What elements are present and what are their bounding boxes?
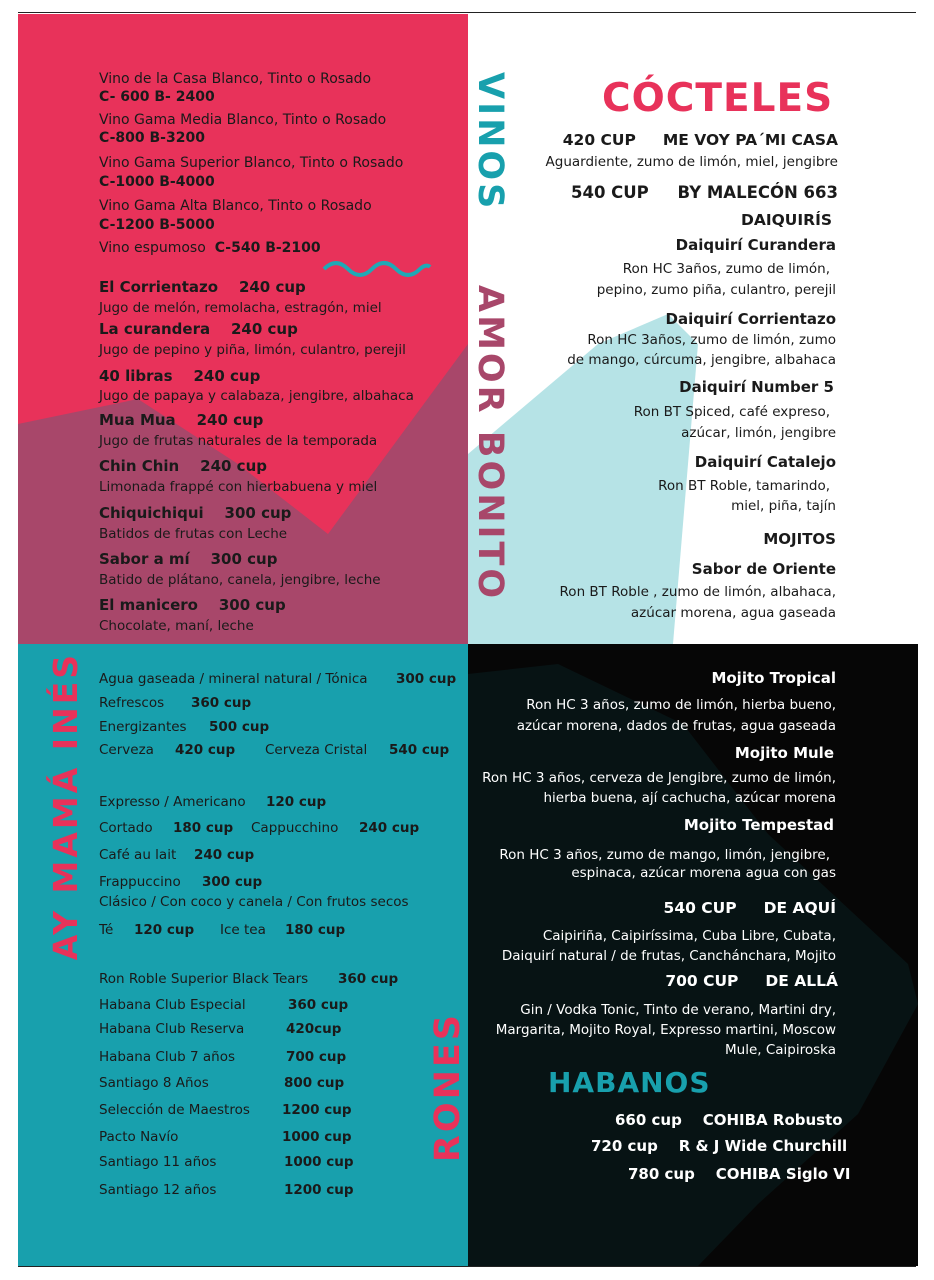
mojito-desc: azúcar morena, agua gaseada (630, 605, 836, 621)
ron-name: Selección de Maestros (99, 1102, 250, 1118)
bebida-price: 240 cup (359, 820, 420, 836)
habano-name: R & J Wide Churchill (678, 1137, 848, 1155)
drink-desc: Batidos de frutas con Leche (99, 526, 288, 542)
bebida-name: Expresso / Americano (99, 794, 246, 810)
ron-price: 1200 cup (284, 1182, 354, 1198)
drink-name: Mua Mua (99, 411, 176, 429)
daiquiri-name: Daiquirí Corrientazo (665, 310, 836, 328)
bebida-name: Cortado (99, 820, 153, 836)
ron-name: Habana Club Especial (99, 997, 246, 1013)
drink-title (99, 367, 260, 385)
mojito-desc: Ron HC 3 años, cerveza de Jengibre, zumo de limón, (482, 770, 836, 786)
daiquiri-desc: Ron HC 3años, zumo de limón, zumo (587, 332, 836, 348)
vino-name: Vino Gama Superior Blanco, Tinto o Rosado (99, 155, 404, 171)
drink-desc: Jugo de papaya y calabaza, jengibre, albahaca (99, 388, 414, 404)
coctel-price: 540 CUP (570, 183, 649, 202)
category-desc: Gin / Vodka Tonic, Tinto de verano, Martini dry, (520, 1002, 836, 1018)
ron-name: Santiago 12 años (99, 1182, 217, 1198)
bebida-price: 540 cup (389, 742, 450, 758)
category-title (665, 972, 838, 990)
category-desc: Mule, Caipiroska (724, 1042, 836, 1058)
drink-desc: Batido de plátano, canela, jengibre, leche (99, 572, 381, 588)
mojito-desc: azúcar morena, dados de frutas, agua gaseada (516, 718, 836, 734)
habanos-title: HABANOS (548, 1066, 711, 1099)
mojito-desc: hierba buena, ají cachucha, azúcar morena (543, 790, 836, 806)
daiquiri-desc: de mango, cúrcuma, jengibre, albahaca (567, 352, 836, 368)
daiquiri-desc: Ron BT Roble, tamarindo, (658, 478, 830, 494)
bebida-name: Refrescos (99, 695, 165, 711)
ron-price: 360 cup (288, 997, 349, 1013)
coctel-name: BY MALECÓN 663 (677, 183, 838, 202)
bebida-name: Cappucchino (251, 820, 339, 836)
drink-title (99, 320, 298, 338)
habano-row (615, 1111, 843, 1129)
bebida-price: 300 cup (202, 874, 263, 890)
daiquiri-desc: Ron HC 3años, zumo de limón, (622, 261, 830, 277)
habano-price: 720 cup (591, 1137, 658, 1155)
coctel-price: 420 CUP (562, 131, 636, 149)
ron-price: 800 cup (284, 1075, 345, 1091)
drink-desc: Jugo de pepino y piña, limón, culantro, perejil (99, 342, 406, 358)
bebida-name: Energizantes (99, 719, 187, 735)
category-name: DE AQUÍ (763, 899, 836, 917)
drink-name: Chin Chin (99, 457, 180, 475)
daiquiri-desc: pepino, zumo piña, culantro, perejil (596, 282, 836, 298)
drink-name: La curandera (99, 320, 211, 338)
bebida-name: Frappuccino (99, 874, 181, 890)
daiquiri-name: Daiquirí Number 5 (679, 378, 834, 396)
mojito-desc: Ron BT Roble , zumo de limón, albahaca, (559, 584, 836, 600)
daiquiri-name: Daiquirí Catalejo (694, 453, 836, 471)
category-name: DE ALLÁ (765, 972, 838, 990)
ay-mama-ines-vertical-title: AY MAMÁ INÉS (46, 652, 85, 961)
ron-price: 700 cup (286, 1049, 347, 1065)
vino-price: C-1200 B-5000 (99, 217, 215, 233)
top-border (18, 12, 916, 13)
coctel-desc: Aguardiente, zumo de limón, miel, jengibre (545, 154, 838, 170)
daiquiris-heading: DAIQUIRÍS (740, 211, 832, 229)
bebida-price: 500 cup (209, 719, 270, 735)
vino-price: C-800 B-3200 (99, 130, 205, 146)
category-desc: Caipiriña, Caipiríssima, Cuba Libre, Cubata, (542, 928, 836, 944)
category-price: 700 CUP (665, 972, 739, 990)
mojito-desc: espinaca, azúcar morena agua con gas (571, 865, 836, 881)
ron-name: Ron Roble Superior Black Tears (99, 971, 309, 987)
bebida-price: 120 cup (134, 922, 195, 938)
bebida-name: Té (99, 922, 114, 938)
rones-vertical-title: RONES (428, 1012, 468, 1163)
category-title (664, 899, 836, 917)
drink-price: 240 cup (200, 457, 267, 475)
vino-price: C- 600 B- 2400 (99, 89, 215, 105)
bebida-name: Cerveza (99, 742, 154, 758)
bebida-price: 180 cup (285, 922, 346, 938)
bebida-name: Café au lait (99, 847, 177, 863)
daiquiri-desc: miel, piña, tajín (731, 498, 836, 514)
coctel-title (563, 131, 838, 149)
bebida-name: Ice tea (220, 922, 266, 938)
mojito-name: Mojito Tempestad (683, 816, 834, 834)
bebida-price: 240 cup (194, 847, 255, 863)
daiquiri-name: Daiquirí Curandera (675, 236, 836, 254)
drink-title (99, 457, 267, 475)
drink-price: 300 cup (224, 504, 292, 522)
drink-price: 300 cup (218, 596, 286, 614)
vinos-vertical-title: VINOS (470, 72, 510, 212)
mojito-name: Sabor de Oriente (691, 560, 836, 578)
category-desc: Margarita, Mojito Royal, Expresso martini, Moscow (495, 1022, 836, 1038)
vino-name: Vino Gama Alta Blanco, Tinto o Rosado (99, 198, 372, 214)
drink-name: Chiquichiqui (99, 504, 204, 522)
habano-row (628, 1165, 850, 1183)
mojito-desc: Ron HC 3 años, zumo de limón, hierba bueno, (526, 697, 836, 713)
vino-row (99, 240, 321, 256)
drink-price: 240 cup (231, 320, 298, 338)
ron-price: 360 cup (338, 971, 399, 987)
ron-name: Habana Club Reserva (99, 1021, 245, 1037)
cocteles-title: CÓCTELES (602, 76, 834, 121)
drink-title (99, 411, 263, 429)
vino-price: C-540 B-2100 (214, 240, 321, 256)
drink-name: El Corrientazo (99, 278, 219, 296)
category-price: 540 CUP (663, 899, 737, 917)
ron-name: Pacto Navío (99, 1129, 179, 1145)
drink-price: 240 cup (196, 411, 264, 429)
vino-name: Vino de la Casa Blanco, Tinto o Rosado (99, 71, 372, 87)
drink-title (99, 278, 306, 296)
drink-desc: Jugo de melón, remolacha, estragón, miel (99, 300, 382, 316)
drink-desc: Limonada frappé con hierbabuena y miel (99, 479, 378, 495)
mojito-name: Mojito Mule (734, 744, 834, 762)
habano-name: COHIBA Siglo VI (715, 1165, 851, 1183)
ron-price: 420cup (286, 1021, 342, 1037)
ron-price: 1000 cup (282, 1129, 352, 1145)
bebida-price: 120 cup (266, 794, 327, 810)
mojitos-heading: MOJITOS (763, 530, 836, 548)
drink-desc: Chocolate, maní, leche (99, 618, 254, 634)
mojito-desc: Ron HC 3 años, zumo de mango, limón, jengibre, (499, 847, 830, 863)
drink-price: 240 cup (193, 367, 261, 385)
wave-decoration (322, 256, 432, 278)
bebidas-panel (18, 644, 468, 1266)
drink-name: Sabor a mí (99, 550, 190, 568)
ron-name: Santiago 11 años (99, 1154, 217, 1170)
bebida-name: Cerveza Cristal (265, 742, 368, 758)
daiquiri-desc: azúcar, limón, jengibre (681, 425, 836, 441)
drink-title (99, 550, 277, 568)
habano-row (591, 1137, 847, 1155)
bottom-border (18, 1266, 916, 1267)
vino-name: Vino Gama Media Blanco, Tinto o Rosado (99, 112, 387, 128)
drink-name: El manicero (99, 596, 198, 614)
daiquiri-desc: Ron BT Spiced, café expreso, (633, 404, 830, 420)
drink-title (99, 504, 291, 522)
drink-desc: Jugo de frutas naturales de la temporada (99, 433, 378, 449)
bebida-price: 300 cup (396, 671, 457, 687)
drink-price: 300 cup (210, 550, 278, 568)
coctel-name: ME VOY PA´MI CASA (662, 131, 838, 149)
category-desc: Daiquirí natural / de frutas, Canchánchara, Mojito (501, 948, 836, 964)
habano-price: 780 cup (628, 1165, 695, 1183)
habano-price: 660 cup (615, 1111, 682, 1129)
vino-price: C-1000 B-4000 (99, 174, 215, 190)
frappuccino-options: Clásico / Con coco y canela / Con frutos secos (99, 894, 409, 910)
habano-name: COHIBA Robusto (702, 1111, 843, 1129)
bebida-price: 360 cup (191, 695, 252, 711)
drink-title (99, 596, 286, 614)
ron-name: Habana Club 7 años (99, 1049, 235, 1065)
coctel-title (571, 183, 838, 202)
ron-price: 1200 cup (282, 1102, 352, 1118)
bebida-price: 180 cup (173, 820, 234, 836)
ron-name: Santiago 8 Años (99, 1075, 209, 1091)
bebida-name: Agua gaseada / mineral natural / Tónica (99, 671, 368, 687)
vino-name: Vino espumoso (99, 240, 206, 256)
bebida-price: 420 cup (175, 742, 236, 758)
mojito-name: Mojito Tropical (711, 669, 836, 687)
drink-price: 240 cup (238, 278, 306, 296)
amor-bonito-vertical-title: AMOR BONITO (470, 285, 510, 602)
ron-price: 1000 cup (284, 1154, 354, 1170)
drink-name: 40 libras (99, 367, 173, 385)
